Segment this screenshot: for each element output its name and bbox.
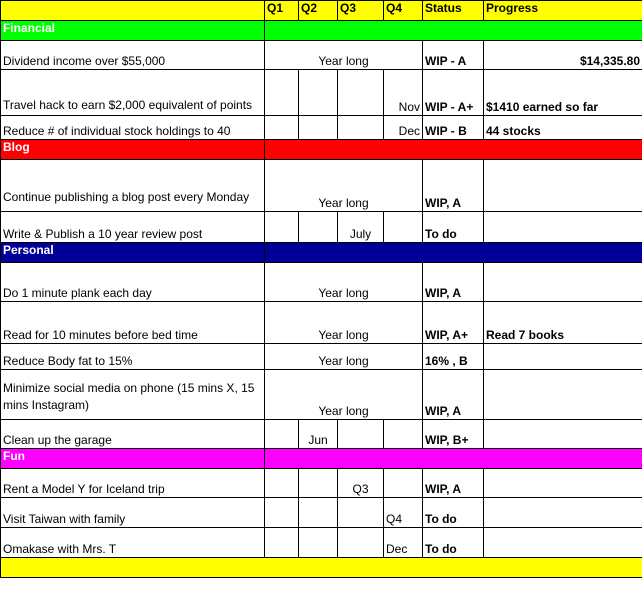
goal-cell: Continue publishing a blog post every Monday bbox=[1, 160, 265, 212]
section-financial bbox=[1, 21, 642, 41]
goal-cell: Travel hack to earn $2,000 equivalent of points bbox=[1, 70, 265, 116]
goal-cell: Write & Publish a 10 year review post bbox=[1, 212, 265, 243]
table-row bbox=[1, 212, 642, 243]
progress-cell bbox=[484, 498, 642, 528]
goal-cell: Rent a Model Y for Iceland trip bbox=[1, 469, 265, 498]
section-title: Blog bbox=[1, 140, 265, 160]
goal-cell: Read for 10 minutes before bed time bbox=[1, 302, 265, 344]
q4-cell: Nov bbox=[384, 70, 423, 116]
table-row bbox=[1, 41, 642, 70]
status-cell: 16% , B bbox=[423, 344, 484, 370]
status-cell: WIP, A bbox=[423, 160, 484, 212]
header-q3: Q3 bbox=[338, 1, 384, 21]
status-cell: WIP, A+ bbox=[423, 302, 484, 344]
section-blog bbox=[1, 140, 642, 160]
goal-cell: Dividend income over $55,000 bbox=[1, 41, 265, 70]
progress-cell: $14,335.80 bbox=[484, 41, 642, 70]
table-row bbox=[1, 116, 642, 140]
progress-cell bbox=[484, 160, 642, 212]
timeline-cell: Year long bbox=[265, 370, 423, 420]
table-row bbox=[1, 160, 642, 212]
status-cell: To do bbox=[423, 212, 484, 243]
footer-row bbox=[1, 558, 642, 578]
progress-cell bbox=[484, 469, 642, 498]
status-cell: WIP, A bbox=[423, 263, 484, 302]
q3-cell: July bbox=[338, 212, 384, 243]
progress-cell bbox=[484, 528, 642, 558]
section-title: Fun bbox=[1, 449, 265, 469]
timeline-cell: Year long bbox=[265, 344, 423, 370]
status-cell: To do bbox=[423, 528, 484, 558]
q4-cell: Q4 bbox=[384, 498, 423, 528]
progress-cell bbox=[484, 212, 642, 243]
status-cell: WIP - B bbox=[423, 116, 484, 140]
status-cell: To do bbox=[423, 498, 484, 528]
header-q2: Q2 bbox=[299, 1, 338, 21]
progress-cell bbox=[484, 263, 642, 302]
progress-cell: $1410 earned so far bbox=[484, 70, 642, 116]
table-row bbox=[1, 370, 642, 420]
timeline-cell: Year long bbox=[265, 160, 423, 212]
progress-cell: 44 stocks bbox=[484, 116, 642, 140]
table-row bbox=[1, 469, 642, 498]
progress-cell: Read 7 books bbox=[484, 302, 642, 344]
goal-cell: Reduce Body fat to 15% bbox=[1, 344, 265, 370]
table-row bbox=[1, 528, 642, 558]
progress-cell bbox=[484, 420, 642, 449]
goal-cell: Reduce # of individual stock holdings to 40 bbox=[1, 116, 265, 140]
table-row bbox=[1, 302, 642, 344]
header-row bbox=[1, 1, 642, 21]
header-q4: Q4 bbox=[384, 1, 423, 21]
q2-cell: Jun bbox=[299, 420, 338, 449]
header-q1: Q1 bbox=[265, 1, 299, 21]
table-row bbox=[1, 344, 642, 370]
header-goal bbox=[1, 1, 265, 21]
table-row bbox=[1, 498, 642, 528]
timeline-cell: Year long bbox=[265, 263, 423, 302]
table-row bbox=[1, 263, 642, 302]
section-personal bbox=[1, 243, 642, 263]
section-title: Personal bbox=[1, 243, 265, 263]
status-cell: WIP, A bbox=[423, 370, 484, 420]
header-status: Status bbox=[423, 1, 484, 21]
table-row bbox=[1, 420, 642, 449]
q4-cell: Dec bbox=[384, 528, 423, 558]
goal-cell: Minimize social media on phone (15 mins X, 15 mins Instagram) bbox=[1, 370, 265, 420]
status-cell: WIP - A bbox=[423, 41, 484, 70]
status-cell: WIP - A+ bbox=[423, 70, 484, 116]
goal-cell: Visit Taiwan with family bbox=[1, 498, 265, 528]
goal-cell: Do 1 minute plank each day bbox=[1, 263, 265, 302]
header-progress: Progress bbox=[484, 1, 642, 21]
goal-cell: Clean up the garage bbox=[1, 420, 265, 449]
goal-cell: Omakase with Mrs. T bbox=[1, 528, 265, 558]
section-fun bbox=[1, 449, 642, 469]
q4-cell: Dec bbox=[384, 116, 423, 140]
q3-cell: Q3 bbox=[338, 469, 384, 498]
progress-cell bbox=[484, 344, 642, 370]
progress-cell bbox=[484, 370, 642, 420]
timeline-cell: Year long bbox=[265, 302, 423, 344]
table-row bbox=[1, 70, 642, 116]
status-cell: WIP, A bbox=[423, 469, 484, 498]
status-cell: WIP, B+ bbox=[423, 420, 484, 449]
timeline-cell: Year long bbox=[265, 41, 423, 70]
section-title: Financial bbox=[1, 21, 265, 41]
